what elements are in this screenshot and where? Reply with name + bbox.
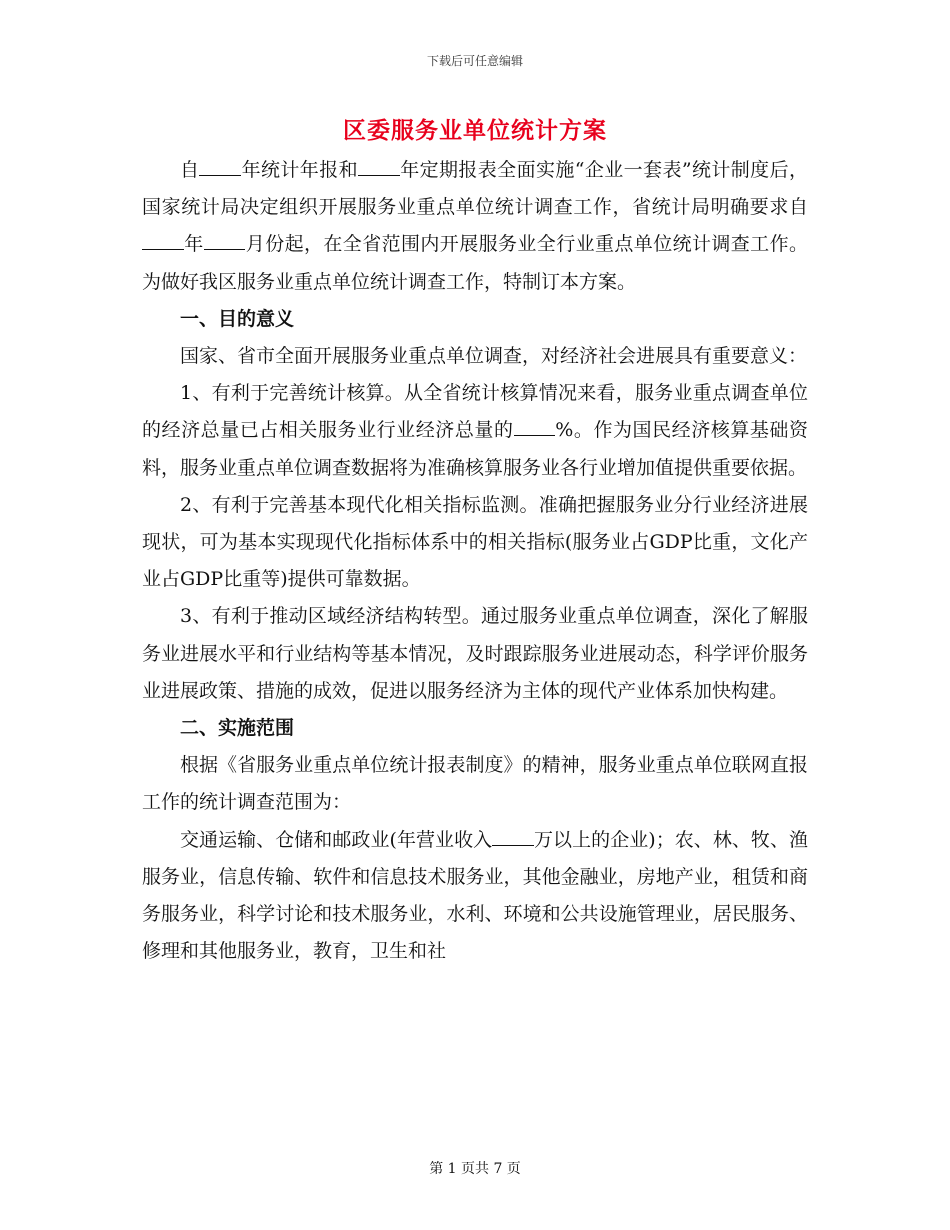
purpose-item-3: 3、有利于推动区域经济结构转型。通过服务业重点单位调查，深化了解服务业进展水平和行业结构等基本情况，及时跟踪服务业进展动态，科学评价服务业进展政策、措施的成效，促进以服务经济为主体的现代产业体系加快构建。 [142, 605, 808, 702]
scope-detail-paragraph [142, 822, 808, 971]
blank-field [514, 417, 556, 436]
blank-field [358, 157, 400, 176]
page-footer: 第 1 页共 7 页 [429, 1161, 521, 1177]
page-header: 下载后可任意编辑 [426, 54, 523, 68]
scope-text-1: 交通运输、仓储和邮政业(年营业收入 [180, 828, 493, 851]
blank-field [492, 827, 534, 846]
purpose-intro-paragraph: 国家、省市全面开展服务业重点单位调查，对经济社会进展具有重要意义： [180, 345, 808, 368]
item1-text-2: %。作为国民经济核算基础资料，服务业重点单位调查数据将为准确核算服务业各行业增加值提供重要依据。 [142, 419, 808, 479]
section-heading-purpose: 一、目的意义 [180, 307, 295, 330]
item1-text-1: 1、有利于完善统计核算。从全省统计核算情况来看，服务业重点调查单位的经济总量已占相关服务业行业经济总量的 [142, 382, 808, 442]
intro-text-2: 年统计年报和 [241, 159, 358, 181]
intro-text-5: 月份起，在全省范围内开展服务业全行业重点单位统计调查工作。为做好我区服务业重点单位统计调查工作，特制订本方案。 [142, 233, 808, 293]
scope-intro-paragraph: 根据《省服务业重点单位统计报表制度》的精神，服务业重点单位联网直报工作的统计调查范围为： [142, 754, 808, 814]
purpose-item-1 [142, 375, 808, 487]
document-body [142, 152, 808, 970]
document-title: 区委服务业单位统计方案 [343, 117, 607, 144]
blank-field [142, 231, 184, 250]
intro-paragraph [142, 152, 808, 301]
scope-text-2: 万以上的企业)；农、林、牧、渔服务业，信息传输、软件和信息技术服务业，其他金融业，房地产业，租赁和商务服务业，科学讨论和技术服务业，水利、环境和公共设施管理业，居民服务、修理和其他服务业，教育，卫生和社 [142, 828, 808, 963]
purpose-item-2: 2、有利于完善基本现代化相关指标监测。准确把握服务业分行业经济进展现状，可为基本实现现代化指标体系中的相关指标(服务业占GDP比重，文化产业占GDP比重等)提供可靠数据。 [142, 493, 808, 591]
intro-text-3: 年定期报表全面实施“企业一套表”统计制度后，国家统计局决定组织开展服务业重点单位统计调查工作，省统计局明确要求自 [142, 159, 808, 219]
section-heading-scope: 二、实施范围 [180, 717, 295, 740]
intro-text-1: 自 [180, 159, 200, 181]
blank-field [204, 231, 246, 250]
blank-field [199, 157, 241, 176]
intro-text-4: 年 [183, 233, 204, 256]
